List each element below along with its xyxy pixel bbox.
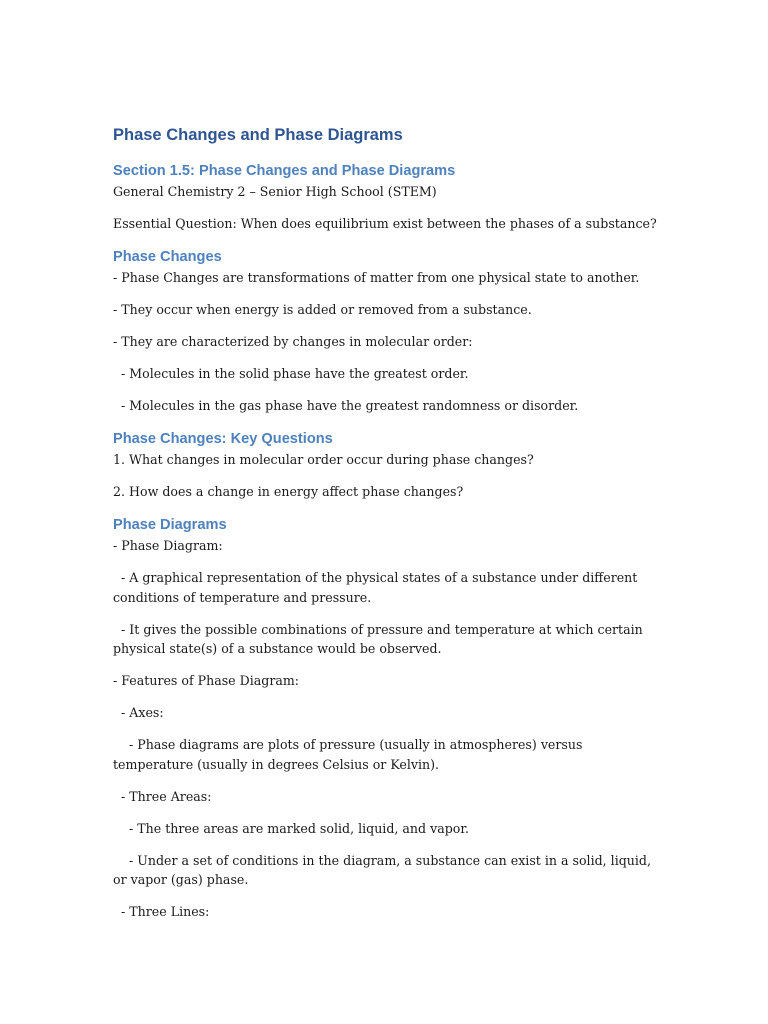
phase-changes-line: - They are characterized by changes in molecular order: bbox=[113, 334, 473, 349]
phase-diagrams-line: - Features of Phase Diagram: bbox=[113, 673, 300, 688]
course-line: General Chemistry 2 – Senior High School (STEM) bbox=[113, 184, 437, 199]
key-questions-heading: Phase Changes: Key Questions bbox=[113, 431, 333, 447]
phase-diagrams-line: - Under a set of conditions in the diagram, a substance can exist in a solid, liquid, or vapor (gas) phase. bbox=[113, 852, 656, 887]
phase-diagrams-line: - Phase diagrams are plots of pressure (usually in atmospheres) versus temperature (usually in degrees Celsius or Kelvin). bbox=[113, 737, 587, 772]
key-question-item: 1. What changes in molecular order occur during phase changes? bbox=[113, 452, 534, 467]
phase-changes-line: - Phase Changes are transformations of matter from one physical state to another. bbox=[113, 270, 640, 285]
phase-changes-line: - Molecules in the gas phase have the greatest randomness or disorder. bbox=[113, 398, 579, 413]
document-title: Phase Changes and Phase Diagrams bbox=[113, 126, 403, 144]
phase-diagrams-line: - A graphical representation of the physical states of a substance under different conditions of temperature and pressure. bbox=[113, 570, 642, 605]
phase-diagrams-line: - Three Areas: bbox=[113, 788, 212, 804]
document-page bbox=[113, 124, 658, 934]
phase-changes-line: - Molecules in the solid phase have the greatest order. bbox=[113, 366, 469, 381]
phase-diagrams-line: - It gives the possible combinations of pressure and temperature at which certain physical state(s) of a substance would be observed. bbox=[113, 621, 647, 656]
phase-changes-line: - They occur when energy is added or removed from a substance. bbox=[113, 302, 532, 317]
essential-question: Essential Question: When does equilibrium exist between the phases of a substance? bbox=[113, 216, 657, 231]
phase-diagrams-line: - The three areas are marked solid, liquid, and vapor. bbox=[113, 820, 469, 836]
phase-changes-heading: Phase Changes bbox=[113, 249, 222, 265]
phase-diagrams-line: - Three Lines: bbox=[113, 904, 210, 919]
section-heading: Section 1.5: Phase Changes and Phase Diagrams bbox=[113, 163, 456, 179]
phase-diagrams-heading: Phase Diagrams bbox=[113, 517, 227, 533]
phase-diagrams-line: - Axes: bbox=[113, 705, 164, 720]
phase-diagrams-line: - Phase Diagram: bbox=[113, 538, 223, 553]
key-question-item: 2. How does a change in energy affect phase changes? bbox=[113, 484, 464, 499]
